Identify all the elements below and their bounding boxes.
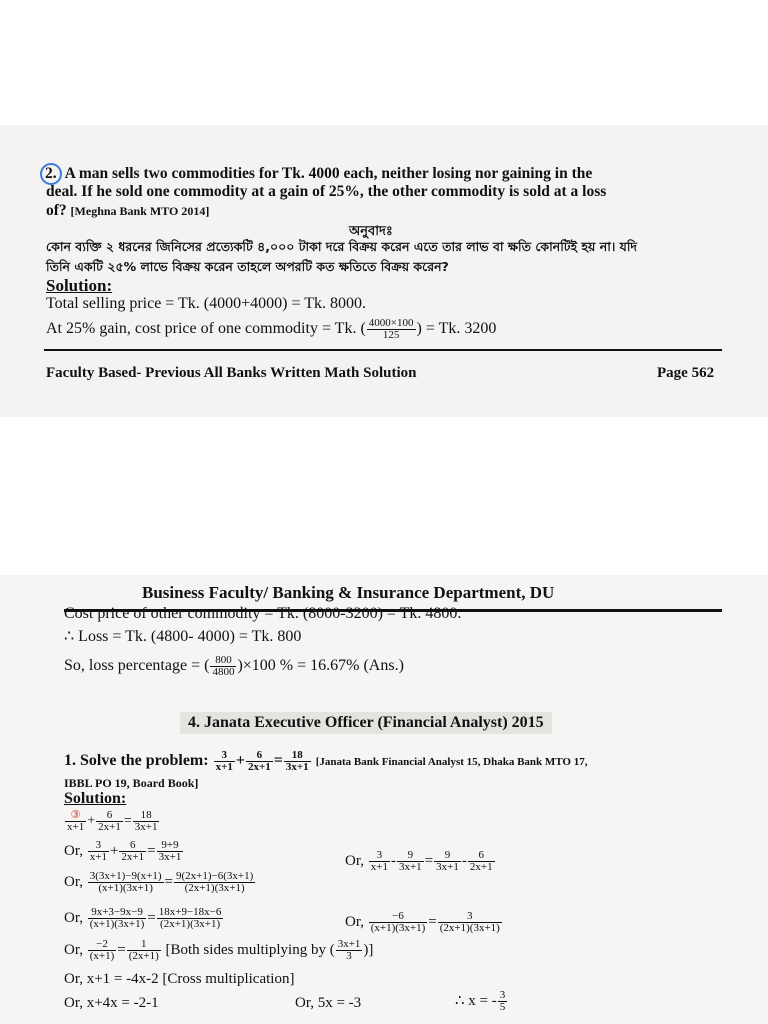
solution-label: Solution: — [64, 790, 127, 807]
question-2-line1 — [40, 163, 592, 185]
footer-rule — [44, 349, 722, 351]
bangla-line2: তিনি একটি ২৫% লাভে বিক্রয় করেন তাহলে অপরটি কত ক্ষতিতে বিক্রয় করেন? — [46, 259, 449, 274]
problem-line: 1. Solve the problem: $\frac{3}{x+1}$ + $\frac{6}{2x+1}$ = $\frac{18}{3x+1}$ [Janata Bank Financial Analyst 15, Dhaka Bank MTO 17, — [64, 749, 588, 773]
step-last-3: ∴ x = - $\frac{3}{5}$ — [455, 989, 506, 1013]
step-last-2: Or, 5x = -3 — [295, 995, 362, 1011]
step-4: Or, $\frac{9x+3-9x-9}{(x+1)(3x+1)}$ = $\frac{18x+9-18x-6}{(2x+1)(3x+1)}$ — [64, 906, 222, 930]
question-2-line3: of? [Meghna Bank MTO 2014] — [46, 202, 210, 219]
bangla-line1: কোন ব্যক্তি ২ ধরনের জিনিসের প্রত্যেকটি ৪,০০০ টাকা দরে বিক্রয় করেন এতে তার লাভ বা ক্ষতি কোনটিই হয় না। যদি — [46, 239, 637, 254]
step-3: Or, $\frac{3(3x+1)-9(x+1)}{(x+1)(3x+1)}$ = $\frac{9(2x+1)-6(3x+1)}{(2x+1)(3x+1)}$ — [64, 870, 254, 894]
question-text: A man sells two commodities for Tk. 4000 each, neither losing nor gaining in the — [64, 165, 593, 182]
step-1: $\frac{\text{③}}{x+1}$ + $\frac{6}{2x+1}$ = $\frac{18}{3x+1}$ — [67, 809, 158, 833]
page-top-fragment — [0, 125, 768, 417]
page-number: Page 562 — [657, 365, 715, 381]
section-title: 4. Janata Executive Officer (Financial Analyst) 2015 — [180, 712, 552, 734]
step-cross: Or, x+1 = -4x-2 [Cross multiplication] — [64, 971, 295, 987]
step-2-alt: Or, $\frac{3}{x+1}$ - $\frac{9}{3x+1}$ = $\frac{9}{3x+1}$ - $\frac{6}{2x+1}$ — [345, 849, 493, 873]
question-reference: [Meghna Bank MTO 2014] — [70, 204, 210, 218]
page-bottom-fragment — [0, 575, 768, 1024]
fraction: $\frac{4000\times 100}{125}$ — [368, 317, 414, 341]
translation-heading: অনুবাদঃ — [349, 224, 393, 239]
page-header: Business Faculty/ Banking & Insurance Department, DU — [142, 583, 555, 602]
footer-title: Faculty Based- Previous All Banks Written Math Solution — [46, 365, 417, 381]
loss-percentage-line: So, loss percentage = ( $\frac{800}{4800}$ )×100 % = 16.67% (Ans.) — [64, 654, 404, 678]
step-2: Or, $\frac{3}{x+1}$ + $\frac{6}{2x+1}$ = $\frac{9+9}{3x+1}$ — [64, 839, 182, 863]
solution-line1: Total selling price = Tk. (4000+4000) = Tk. 8000. — [46, 295, 366, 312]
fraction: $\frac{800}{4800}$ — [212, 654, 235, 678]
problem-reference: [Janata Bank Financial Analyst 15, Dhaka Bank MTO 17, — [315, 756, 588, 769]
loss-line: ∴ Loss = Tk. (4800- 4000) = Tk. 800 — [64, 628, 302, 645]
question-number: 2. — [40, 163, 62, 185]
step-4-alt: Or, $\frac{-6}{(x+1)(3x+1)}$ = $\frac{3}{(2x+1)(3x+1)}$ — [345, 910, 500, 934]
step-5: Or, $\frac{-2}{(x+1)}$ = $\frac{1}{(2x+1)}$ [Both sides multiplying by ( $\frac{3x+1}{3}$ )] — [64, 938, 374, 962]
question-2-line2: deal. If he sold one commodity at a gain of 25%, the other commodity is sold at a loss — [46, 183, 607, 200]
step-last-1: Or, x+4x = -2-1 — [64, 995, 159, 1011]
solution-label: Solution: — [46, 276, 113, 295]
cost-price-line: Cost price of other commodity = Tk. (8000-3200) = Tk. 4800. — [64, 605, 462, 622]
solution-line2: At 25% gain, cost price of one commodity = Tk. ( $\frac{4000\times 100}{125}$ ) = Tk. 3200 — [46, 317, 497, 341]
problem-reference-2: IBBL PO 19, Board Book] — [64, 776, 199, 790]
